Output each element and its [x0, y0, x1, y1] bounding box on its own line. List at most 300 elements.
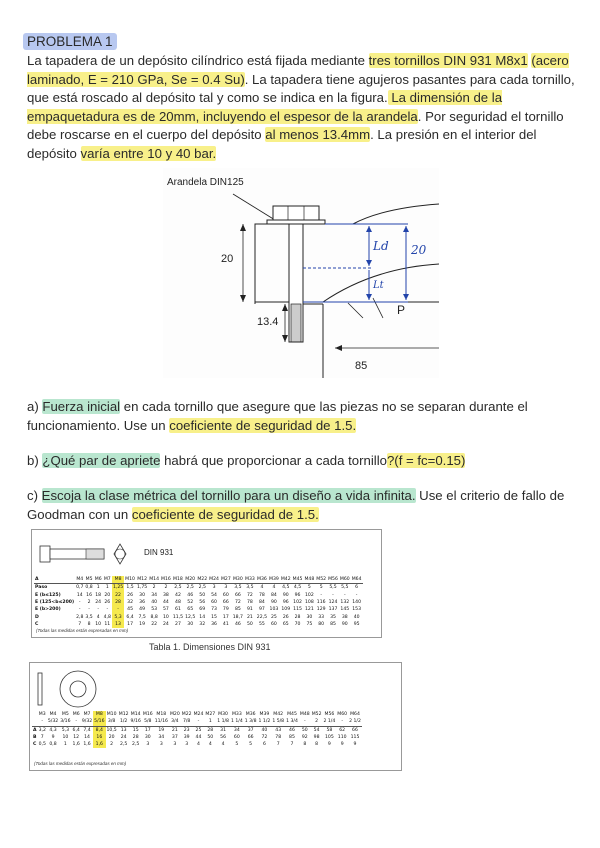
table-cell: 44	[163, 600, 169, 606]
table-cell: 66	[247, 735, 254, 741]
table-cell: 124	[328, 600, 338, 606]
table-cell: 2	[110, 742, 114, 748]
table-cell: 7/8	[181, 718, 193, 726]
table-cell: 116	[316, 600, 326, 606]
table-cell: 28	[112, 599, 124, 606]
table-cell: 90	[271, 600, 277, 606]
table-cell: 10	[62, 735, 69, 741]
table-cell: 18,7	[232, 614, 243, 620]
table-cell: 1	[105, 585, 109, 591]
din931-caption: Tabla 1. Dimensiones DIN 931	[149, 642, 271, 652]
question-a	[27, 398, 575, 435]
table-cell: 37	[171, 735, 178, 741]
table-cell: M5	[85, 577, 93, 583]
table-cell: 3/4	[169, 718, 181, 726]
table-cell: 96	[282, 600, 289, 606]
bolt-thread	[291, 304, 301, 342]
din931-grid	[34, 576, 363, 628]
table-cell: 56	[199, 600, 206, 606]
table-cell: 85	[330, 621, 336, 627]
table-cell: 28	[207, 727, 214, 733]
table-cell: 0,8	[49, 742, 57, 748]
table-cell: 57	[163, 607, 169, 613]
table-cell: 79	[222, 607, 229, 613]
table-cell: 3,5	[246, 585, 254, 591]
table-cell: 52	[187, 600, 194, 606]
table-cell: 60	[222, 592, 229, 598]
table-cell: -	[336, 718, 348, 726]
bolt-head	[273, 206, 319, 220]
dimension-13-4: 13.4	[257, 316, 279, 328]
table-cell: 8	[87, 621, 91, 627]
handwritten-ld: Ld	[373, 239, 389, 253]
table-cell: B	[33, 735, 37, 741]
table-cell: 4,5	[293, 585, 302, 591]
table-cell: 0,5	[38, 742, 46, 748]
table-cell: 121	[304, 607, 314, 613]
table-cell: 1	[96, 585, 100, 591]
table-cell: 2,5	[186, 585, 194, 591]
table-cell: 110	[337, 735, 347, 741]
table-cell: 2	[164, 585, 168, 591]
table-cell: 9/16	[130, 719, 141, 725]
table-cell: 96	[294, 592, 301, 598]
table-cell: 4	[221, 742, 225, 748]
table-cell: M30	[232, 577, 243, 583]
table-cell: 1 5/8	[272, 719, 285, 725]
problem-title-label: PROBLEMA 1	[23, 33, 117, 50]
table-cell: M22	[181, 712, 192, 718]
table-cell: M33	[244, 577, 255, 583]
dimension-20: 20	[221, 253, 234, 265]
table-cell: 26	[127, 592, 133, 598]
table-cell: 60	[233, 735, 240, 741]
table-cell: 12	[73, 735, 80, 741]
table-cell: 30	[306, 614, 313, 620]
table-cell: 85	[234, 607, 241, 613]
question-b-text: habrá que proporcionar a cada tornillo	[160, 453, 387, 468]
table-cell: 5,5	[329, 585, 337, 591]
table-cell: E (b≤125)	[35, 592, 61, 598]
table-cell: 2 1/4	[323, 719, 336, 725]
table-cell: 85	[289, 735, 295, 741]
din125-note: (Todas las medidas están expresadas en mm)	[34, 761, 127, 766]
table-cell: 1,6	[83, 742, 91, 748]
table-cell: 8	[315, 742, 319, 748]
table-cell: 80	[318, 621, 325, 627]
table-cell: -	[320, 592, 323, 598]
table-cell: 40	[353, 614, 360, 620]
table-cell: 38	[163, 592, 169, 598]
table-cell: -	[72, 718, 81, 726]
table-cell: 65	[282, 621, 289, 627]
table-cell: 3,5	[85, 614, 93, 620]
handwritten-lt: Lt	[373, 280, 384, 291]
table-cell: 34	[151, 592, 158, 598]
table-cell: M45	[292, 577, 303, 583]
table-cell: E (b>200)	[35, 607, 61, 613]
table-cell: 24	[120, 735, 127, 741]
table-cell: M22	[197, 577, 208, 583]
table-cell: 5,5	[341, 585, 349, 591]
table-cell: M56	[324, 712, 335, 718]
table-cell: 2,5	[119, 742, 128, 748]
table-cell: 35	[330, 614, 336, 620]
question-c-text: Use el criterio de fallo de Goodman con un	[27, 488, 565, 522]
table-row	[34, 606, 363, 613]
intro-text-4: . Por seguridad el tornillo debe roscarse en el cuerpo del depósito	[27, 108, 564, 142]
table-cell: 102	[293, 600, 302, 606]
table-cell: 5/8	[142, 718, 154, 726]
table-cell: -	[106, 607, 109, 613]
table-row	[34, 584, 363, 592]
table-cell: M16	[142, 712, 153, 718]
table-cell: 72	[261, 735, 268, 741]
table-cell: 38	[341, 614, 348, 620]
table-cell: 12,5	[185, 614, 196, 620]
table-header-row	[34, 576, 363, 584]
table-cell: 137	[328, 607, 338, 613]
table-cell: M56	[328, 577, 338, 583]
table-cell: M39	[269, 577, 279, 583]
table-cell: 26	[104, 600, 111, 606]
table-cell: 4,5	[282, 585, 290, 591]
table-cell: 55	[258, 621, 265, 627]
table-row	[34, 592, 363, 599]
table-cell: M16	[161, 577, 171, 583]
table-cell: 1,6	[72, 742, 80, 748]
table-cell: 22	[112, 592, 124, 599]
table-cell: 90	[341, 621, 348, 627]
table-cell: 16	[86, 592, 92, 598]
table-cell: 1 3/8	[244, 719, 257, 725]
table-cell: 1	[204, 718, 216, 726]
table-cell: 28	[132, 735, 139, 741]
table-row	[34, 599, 363, 606]
table-cell: 20	[108, 735, 115, 741]
table-cell: M39	[259, 712, 270, 718]
table-cell: M52	[311, 712, 322, 718]
table-cell: 40	[261, 727, 268, 733]
washer-drawing	[34, 667, 104, 711]
table-cell: -	[78, 600, 81, 606]
question-c	[27, 487, 575, 524]
table-cell: 17	[222, 614, 229, 620]
table-cell: 102	[304, 592, 314, 598]
table-cell: 5	[307, 585, 311, 591]
table-cell: 53	[151, 607, 158, 613]
table-cell: 58	[326, 727, 333, 733]
table-cell: M10	[125, 577, 135, 583]
table-cell: 34	[233, 727, 240, 733]
din931-note: (Todas las medidas están expresadas en mm)	[36, 628, 129, 633]
table-cell: 1,75	[136, 585, 148, 591]
table-cell: M4	[49, 712, 57, 718]
pressure-label: P	[397, 303, 406, 317]
table-cell: M18	[156, 712, 167, 718]
table-cell: 50	[246, 621, 253, 627]
table-cell: 46	[187, 592, 194, 598]
table-cell: 109	[281, 607, 291, 613]
table-cell: 0,7	[76, 585, 84, 591]
question-a-highlight-2: coeficiente de seguridad de 1.5.	[169, 417, 357, 433]
table-cell: 30	[187, 621, 194, 627]
table-cell: 5,3	[61, 727, 70, 733]
din125-table	[29, 662, 402, 771]
table-cell: 62	[339, 727, 346, 733]
table-cell: 1/2	[118, 718, 130, 726]
table-cell: 153	[352, 607, 362, 613]
table-cell: M27	[205, 712, 216, 718]
table-cell: 5	[319, 585, 323, 591]
table-row	[32, 726, 362, 734]
table-cell: 31	[220, 727, 226, 733]
table-cell: 2,5	[174, 585, 182, 591]
table-cell: M10	[106, 712, 117, 718]
table-cell: 33	[318, 614, 325, 620]
table-cell: 54	[313, 727, 320, 733]
table-cell: 17	[127, 621, 133, 627]
table-cell: 9	[353, 742, 357, 748]
table-cell: 39	[183, 735, 190, 741]
table-cell: 115	[350, 735, 360, 741]
table-cell: 14	[84, 735, 90, 741]
table-subheader-row	[32, 718, 362, 726]
table-cell: M5	[61, 712, 69, 718]
table-cell: 4,3	[49, 727, 57, 733]
table-cell: 10,5	[106, 727, 117, 733]
table-cell: 22,5	[256, 614, 268, 620]
table-cell: 92	[301, 735, 308, 741]
table-cell: M14	[149, 577, 160, 583]
table-cell: 10	[163, 614, 169, 620]
table-cell: 1	[63, 742, 67, 748]
table-cell: 1,25	[112, 585, 124, 591]
question-b-highlight-2: ?(f = fc=0.15)	[386, 453, 466, 468]
table-cell: 25	[271, 614, 277, 620]
table-cell: 4	[260, 585, 264, 591]
table-cell: 7	[78, 621, 82, 627]
table-cell: 32	[199, 621, 206, 627]
table-cell: 5,3	[112, 613, 124, 620]
table-cell: 1,6	[93, 741, 105, 748]
din931-label: DIN 931	[144, 548, 174, 557]
table-cell: 42	[175, 592, 181, 598]
table-cell: M33	[231, 712, 242, 718]
table-cell: 66	[234, 592, 241, 598]
table-cell: 95	[353, 621, 360, 627]
table-cell: 6,4	[72, 727, 80, 733]
table-cell: 14	[76, 592, 83, 598]
question-c-highlight-2: coeficiente de seguridad de 1.5.	[131, 506, 319, 522]
intro-highlight-pressure: varía entre 10 y 40 bar.	[80, 145, 217, 161]
table-cell: 56	[220, 735, 226, 741]
table-cell: 5	[235, 742, 239, 748]
table-cell: M20	[185, 577, 196, 583]
table-cell: 9/32	[81, 719, 93, 725]
table-cell: 6,4	[126, 614, 134, 620]
question-c-highlight-1: Escoja la clase métrica del tornillo para un diseño a vida infinita.	[41, 488, 416, 503]
intro-highlight-screws: tres tornillos DIN 931 M8x1	[368, 53, 528, 68]
table-cell: 1 1/4	[230, 719, 243, 725]
table-cell: A	[34, 576, 75, 584]
table-cell: A	[33, 727, 37, 733]
table-cell: 9	[327, 742, 331, 748]
table-cell: 27	[175, 621, 181, 627]
table-cell: 3	[185, 742, 189, 748]
table-cell: 2	[87, 600, 91, 606]
question-b-highlight-1: ¿Qué par de apriete	[42, 453, 161, 468]
table-cell: 2,8	[76, 614, 84, 620]
intro-text-3: . La tapadera tiene agujeros pasantes para cada tornillo, que está roscado al depósito tal y como se indica en la figura.	[27, 71, 575, 105]
table-cell: 8,8	[150, 614, 158, 620]
table-cell: M27	[220, 577, 231, 583]
table-cell: 41	[222, 621, 229, 627]
table-cell: 6	[355, 585, 359, 591]
question-a-text: en cada tornillo que asegure que las piezas no se separan durante el funcionamiento. Use un	[27, 399, 528, 433]
table-cell: 2,5	[198, 585, 206, 591]
washer	[267, 220, 325, 224]
table-cell: 132	[340, 600, 350, 606]
table-cell: 108	[304, 600, 314, 606]
table-cell: 20	[104, 592, 111, 598]
handwritten-20: 20	[411, 243, 427, 257]
table-cell: 2,5	[132, 742, 140, 748]
table-cell: 48	[175, 600, 181, 606]
table-cell: 60	[271, 621, 277, 627]
table-cell: 70	[294, 621, 301, 627]
table-cell: M64	[350, 712, 360, 718]
table-cell: C	[35, 621, 39, 627]
din931-bolt-drawing	[36, 536, 132, 572]
table-cell: 3/8	[106, 718, 118, 726]
table-cell: 61	[175, 607, 181, 613]
table-cell: -	[193, 718, 205, 726]
table-cell: -	[78, 607, 81, 613]
table-cell: 65	[187, 607, 194, 613]
question-b	[27, 452, 575, 471]
table-cell: D	[35, 614, 39, 620]
table-cell: 5	[249, 742, 253, 748]
table-cell: M48	[304, 577, 315, 583]
table-cell: 72	[246, 592, 253, 598]
table-cell: -	[343, 592, 346, 598]
table-cell: -	[97, 607, 100, 613]
table-cell: 1 1/8	[217, 719, 229, 725]
dimension-85: 85	[355, 360, 368, 372]
table-cell: 36	[211, 621, 217, 627]
table-cell: 49	[139, 607, 146, 613]
table-cell: 3	[173, 742, 177, 748]
table-cell: 7	[290, 742, 294, 748]
intro-text-1: La tapadera de un depósito cilíndrico está fijada mediante	[27, 53, 369, 68]
table-cell: M42	[280, 577, 291, 583]
table-cell: 90	[282, 592, 289, 598]
question-a-prefix: a)	[27, 399, 43, 414]
problem-title	[23, 34, 117, 49]
table-cell: 7	[40, 735, 44, 741]
table-cell: 98	[313, 735, 320, 741]
table-cell: 7,5	[138, 614, 146, 620]
table-cell: 3	[224, 585, 228, 591]
table-cell: 3,2	[38, 727, 46, 733]
table-cell: 44	[195, 735, 202, 741]
table-cell: 97	[258, 607, 265, 613]
table-cell: 3	[146, 742, 150, 748]
table-cell: 3	[159, 742, 163, 748]
table-cell: 14	[199, 614, 206, 620]
table-cell: M14	[130, 712, 141, 718]
table-cell: 115	[293, 607, 302, 613]
table-cell: 10	[95, 621, 102, 627]
table-cell: M7	[103, 577, 111, 583]
table-cell: 4	[208, 742, 212, 748]
table-cell: 8	[303, 742, 307, 748]
table-row	[34, 621, 363, 628]
table-cell: 103	[269, 607, 279, 613]
table-cell: -	[88, 607, 90, 613]
table-cell: 30	[139, 592, 146, 598]
table-cell: 13	[120, 727, 127, 733]
table-cell: 24	[95, 600, 102, 606]
table-cell: M24	[193, 712, 204, 718]
table-cell: 4	[197, 742, 200, 748]
table-cell: M6	[94, 577, 102, 583]
table-cell: 140	[352, 600, 362, 606]
question-c-prefix: c)	[27, 488, 42, 503]
table-cell: 6	[262, 742, 266, 748]
table-cell: M36	[257, 577, 267, 583]
table-cell: M12	[118, 712, 129, 718]
table-row	[34, 613, 363, 620]
table-cell: 16	[93, 734, 105, 741]
question-b-prefix: b)	[27, 453, 43, 468]
table-cell: 11/16	[154, 719, 168, 725]
table-cell: M45	[287, 712, 297, 718]
table-cell: 1,5	[126, 585, 134, 591]
table-row	[32, 741, 362, 748]
table-cell: 46	[289, 727, 295, 733]
table-cell: 50	[301, 727, 308, 733]
table-cell: 40	[151, 600, 158, 606]
table-cell: 2	[311, 718, 323, 726]
table-cell: 3,5	[234, 585, 242, 591]
intro-paragraph	[27, 52, 575, 163]
table-cell: -	[112, 606, 124, 613]
table-cell: 25	[195, 727, 202, 733]
table-cell: E (125<b≤200)	[35, 600, 75, 606]
table-cell: 3	[212, 585, 216, 591]
question-a-highlight-1: Fuerza inicial	[42, 399, 121, 414]
table-cell: 18	[95, 592, 102, 598]
intro-highlight-thread: al menos 13.4mm	[265, 127, 371, 142]
table-cell: 72	[234, 600, 241, 606]
table-cell: 145	[340, 607, 350, 613]
table-cell: 66	[352, 727, 358, 733]
table-cell: 54	[211, 592, 217, 598]
table-cell: 13	[112, 621, 124, 628]
table-cell: 22	[151, 621, 158, 627]
table-cell: 75	[306, 621, 313, 627]
table-cell: 78	[258, 592, 265, 598]
table-cell: 19	[139, 621, 146, 627]
table-cell: 7	[276, 742, 280, 748]
table-cell: C	[33, 742, 37, 748]
table-cell: -	[355, 592, 358, 598]
table-cell: 15	[211, 614, 217, 620]
table-cell: M18	[173, 577, 183, 583]
table-cell: 26	[282, 614, 289, 620]
